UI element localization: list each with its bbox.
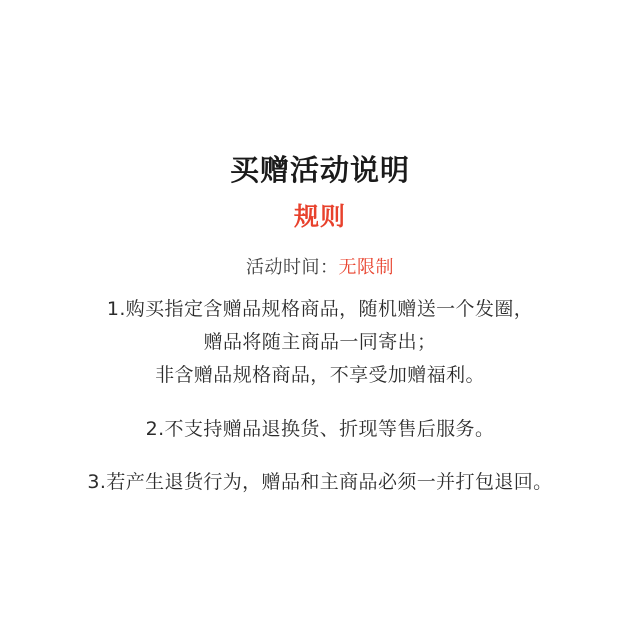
- rule-line: 非含赠品规格商品，不享受加赠福利。: [155, 363, 485, 386]
- page-title: 买赠活动说明: [229, 153, 410, 187]
- rule-line: 2.不支持赠品退换货、折现等售后服务。: [145, 418, 495, 441]
- activity-time-label: 活动时间：: [246, 257, 339, 279]
- activity-time: [246, 253, 394, 279]
- rule-item: [146, 413, 495, 446]
- rule-item: [87, 466, 552, 499]
- rule-line: 赠品将随主商品一同寄出；: [203, 330, 437, 353]
- rule-item: [107, 293, 533, 391]
- rule-line: 1.购买指定含赠品规格商品，随机赠送一个发圈，: [106, 298, 534, 321]
- rules-list: [0, 293, 640, 498]
- rule-line: 3.若产生退货行为，赠品和主商品必须一并打包退回。: [87, 470, 553, 493]
- activity-time-value: 无限制: [338, 257, 394, 279]
- page-subtitle: 规则: [293, 202, 346, 232]
- promo-content: [0, 152, 640, 499]
